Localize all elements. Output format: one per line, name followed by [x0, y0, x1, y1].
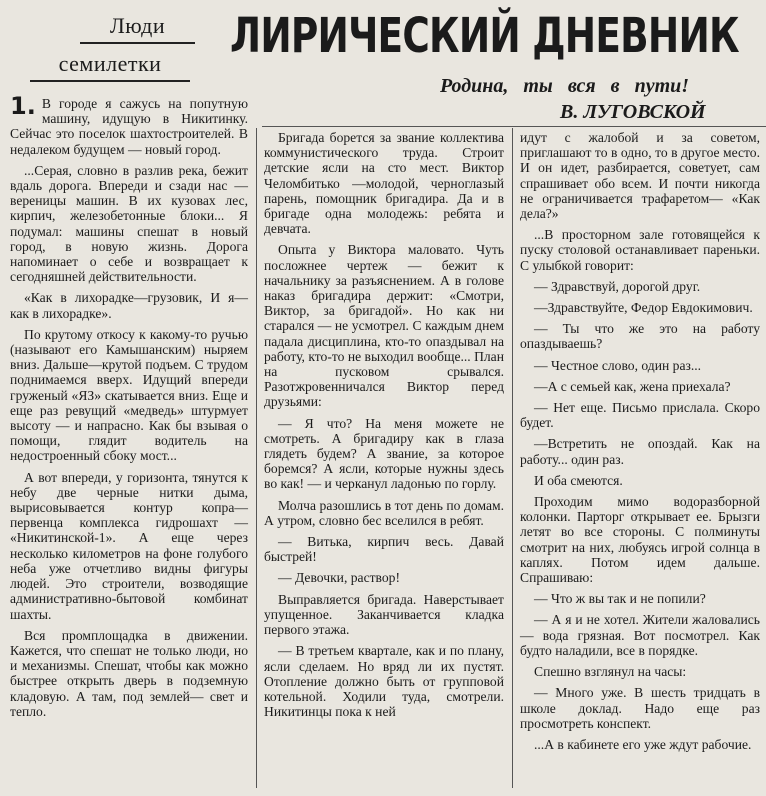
paragraph: Бригада борется за звание коллектива коммунистического труда. Строит детские ясли на сто мест. Виктор Челомбитько —молодой, черноглазый парень, помощник бригадира. Да и в бригаде одна молодежь: ребята и девчата.: [264, 130, 504, 237]
paragraph: «Как в лихорадке—грузовик, И я— как в лихорадке».: [10, 290, 248, 321]
paragraph: ...В просторном зале готовящейся к пуску столовой останавливает пареньки. С улыбкой говорит:: [520, 227, 760, 273]
paragraph: Спешно взглянул на часы:: [534, 664, 687, 680]
paragraph: — Ты что же это на работу опаздываешь?: [520, 321, 760, 352]
column-divider-top: [262, 126, 766, 127]
paragraph: — Что ж вы так и не попили?: [534, 591, 706, 607]
paragraph: [10, 92, 248, 157]
paragraph: Выправляется бригада. Наверстывает упущенное. Заканчивается кладка первого этажа.: [264, 591, 504, 638]
paragraph: — Я что? На меня можете не смотреть. А бригадиру как в глаза глядеть будем? А звание, за которое боремся? А ясли, которые нужны здесь во как! — и черканул ладонью по горлу.: [264, 415, 504, 492]
column-1: [10, 92, 248, 725]
paragraph: — Много уже. В шесть тридцать в школе доклад. Надо еще раз просмотреть конспект.: [520, 685, 760, 731]
paragraph: — Честное слово, один раз...: [534, 357, 702, 373]
paragraph: — Нет еще. Письмо прислала. Скоро будет.: [520, 400, 760, 431]
paragraph: По крутому откосу к какому-то ручью (называют его Камышанским) ныряем вниз. Дальше—крутой подъем. С трудом поднимаемся вверх. Идущий впереди груженый «ЯЗ» скатывается вниз. Еще и еще раз ревущий «медведь» штурмует высоту — и напрасно. Как бы взывая о помощи, глядит водитель на недостроенный сбоку мост...: [10, 326, 248, 464]
rubric: [30, 12, 190, 82]
column-2: [264, 130, 504, 725]
paragraph: — В третьем квартале, как и по плану, ясли сделаем. Но вряд ли их пустят. Отопление должно быть от групповой котельной. Ходили туда, смотрели. Никитинцы пока к ней: [264, 643, 504, 720]
paragraph: идут с жалобой и за советом, приглашают то в одно, то в другое место. И он идет, разбирается, советует, сам спрашивает обо всем. И почти никогда не ограничивается трафаретом— «Как дела?»: [520, 130, 760, 222]
section-number: 1.: [10, 92, 36, 120]
paragraph-text: В городе я сажусь на попутную машину, идущую в Никитинку. Сейчас это поселок шахтостроителей. В недалеком будущем — новый город.: [10, 96, 248, 157]
epigraph: Родина, ты вся в пути!: [440, 75, 690, 97]
paragraph: А вот впереди, у горизонта, тянутся к небу две черные нитки дыма, вырисовывается контур копра—первенца комплекса гидрошахт — «Никитинской-1». А еще через несколько километров на фоне голубого неба уже отчетливо видны фигуры людей. Это строители, возводящие административно-бытовой комбинат шахты.: [10, 469, 248, 622]
column-divider-2: [512, 128, 513, 788]
paragraph: Опыта у Виктора маловато. Чуть посложнее чертеж — бежит к начальнику за разъяснением. А в голове наказ бригадира держит: «Смотри, Виктор, за бригадой». Но как ни старался — не усмотрел. С каждым днем падала дисциплина, кто-то опаздывал на работу, кто-то не выходил вообще... План на пусковом срывался. Разотжровенничался Виктор перед друзьями:: [264, 242, 504, 410]
paragraph: —Встретить не опоздай. Как на работу... один раз.: [520, 436, 760, 467]
paragraph: Проходим мимо водоразборной колонки. Парторг открывает ее. Брызги летят во все стороны. С полминуты смотрит на них, любуясь игрой солнца в каплях. Потом идем дальше. Спрашиваю:: [520, 494, 760, 586]
rubric-line-2: семилетки: [30, 50, 190, 82]
paragraph: — А я и не хотел. Жители жаловались — вода грязная. Вот посмотрел. Как будто наладили, все в порядке.: [520, 612, 760, 658]
rubric-line-1: Люди: [80, 12, 195, 44]
paragraph: Молча разошлись в тот день по домам. А утром, словно бес вселился в ребят.: [264, 497, 504, 528]
column-3: [520, 130, 760, 758]
article-title: ЛИРИЧЕСКИЙ ДНЕВНИК: [230, 8, 739, 64]
paragraph: ...А в кабинете его уже ждут рабочие.: [534, 736, 752, 752]
author: В. ЛУГОВСКОЙ: [560, 101, 706, 123]
paragraph: — Здравствуй, дорогой друг.: [534, 278, 701, 294]
paragraph: —Здравствуйте, Федор Евдокимович.: [534, 300, 753, 316]
paragraph: — Витька, кирпич весь. Давай быстрей!: [264, 534, 504, 565]
paragraph: Вся промплощадка в движении. Кажется, что спешат не только люди, но и механизмы. Спешат, чтобы как можно быстрее открыть дверь в подземную кладовую. А там, под землей— свет и тепло.: [10, 627, 248, 719]
paragraph: —А с семьей как, жена приехала?: [534, 378, 731, 394]
paragraph: — Девочки, раствор!: [278, 570, 400, 586]
paragraph: ...Серая, словно в разлив река, бежит вдаль дорога. Впереди и сзади нас — вереницы машин. В их кузовах лес, кирпич, железобетонные блоки... Я подумал: машины спешат в новый город, в новую жизнь. Дорога напоминает о себе и возвращает к сегодняшней действительности.: [10, 162, 248, 285]
column-divider-1: [256, 128, 257, 788]
paragraph: И оба смеются.: [534, 472, 623, 488]
